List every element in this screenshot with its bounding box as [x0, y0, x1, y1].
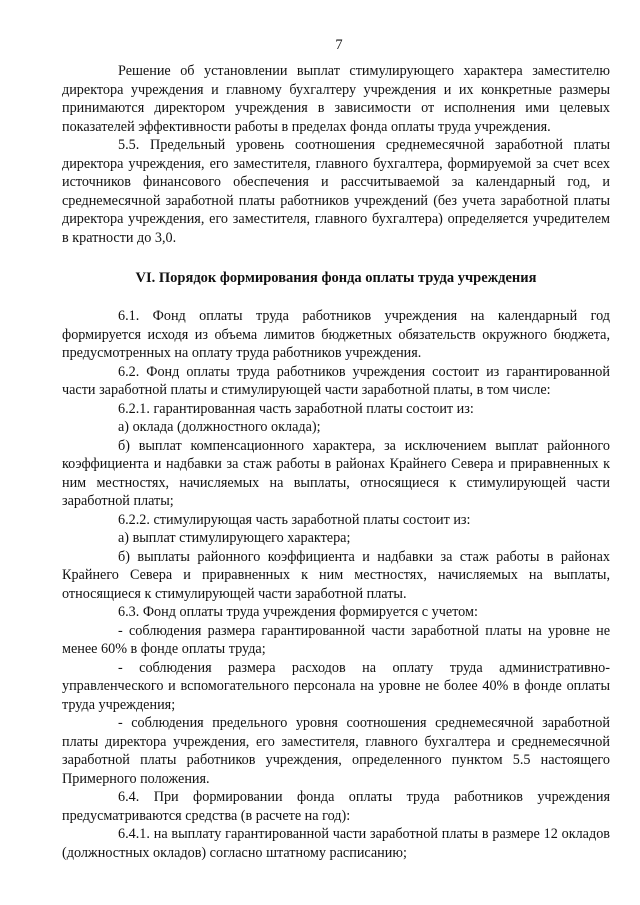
paragraph-6-2-2: 6.2.2. стимулирующая часть заработной платы состоит из: [118, 511, 471, 528]
paragraph-6-3: 6.3. Фонд оплаты труда учреждения формируется с учетом: [118, 604, 478, 620]
list-item-a-salary: а) оклада (должностного оклада); [118, 419, 321, 435]
list-item-b-compensation: б) выплат компенсационного характера, за исключением выплат районного коэффициента и надбавки за стаж работы в районах Крайнего Севера и приравненных к ним местностях, начисляемых на выплаты, относящиеся к стимулирующей части заработной платы; [62, 437, 610, 509]
section-heading: VI. Порядок формирования фонда оплаты труда учреждения [135, 270, 537, 286]
page-number: 7 [335, 37, 343, 53]
list-item-dash-guaranteed: - соблюдения размера гарантированной части заработной платы на уровне не менее 60% в фонде оплаты труда; [62, 622, 610, 657]
list-item-dash-admin: - соблюдения размера расходов на оплату труда административно-управленческого и вспомогательного персонала на уровне не более 40% в фонде оплаты труда учреждения; [62, 659, 610, 713]
list-item-a-incentive: а) выплат стимулирующего характера; [118, 530, 351, 546]
paragraph-6-1: 6.1. Фонд оплаты труда работников учреждения на календарный год формируется исходя из объема лимитов бюджетных обязательств окружного бюджета, предусмотренных на оплату труда работников учреждения. [62, 308, 610, 361]
paragraph-6-4-1: 6.4.1. на выплату гарантированной части заработной платы в размере 12 окладов (должностных окладов) согласно штатному расписанию; [62, 826, 610, 861]
paragraph-decision: Решение об установлении выплат стимулирующего характера заместителю директора учреждения и главному бухгалтеру учреждения и их конкретные размеры принимаются директором учреждения в зависимости от исполнения ими целевых показателей эффективности работы в пределах фонда оплаты труда учреждения. [62, 63, 610, 135]
list-item-dash-ratio: - соблюдения предельного уровня соотношения среднемесячной заработной платы директора учреждения, его заместителя, главного бухгалтера и среднемесячной заработной платы работников учреждения, определенного пунктом 5.5 настоящего Примерного положения. [62, 715, 610, 787]
paragraph-6-2-1: 6.2.1. гарантированная часть заработной платы состоит из: [118, 400, 474, 417]
list-item-b-regional: б) выплаты районного коэффициента и надбавки за стаж работы в районах Крайнего Севера и приравненных к ним местностях, начисляемых на выплаты, относящиеся к стимулирующей части заработной платы. [62, 548, 610, 602]
paragraph-5-5: 5.5. Предельный уровень соотношения среднемесячной заработной платы директора учреждения, его заместителя, главного бухгалтера, формируемой за счет всех источников финансового обеспечения и рассчитываемой за календарный год, и среднемесячной заработной платы работников учреждений (без учета заработной платы директора учреждения, его заместителя, главного бухгалтера) определяется учредителем в кратности до 3,0. [62, 137, 610, 246]
paragraph-6-4: 6.4. При формировании фонда оплаты труда работников учреждения предусматриваются средства (в расчете на год): [62, 789, 610, 824]
paragraph-6-2: 6.2. Фонд оплаты труда работников учреждения состоит из гарантированной части заработной платы и стимулирующей части заработной платы, в том числе: [62, 363, 610, 398]
